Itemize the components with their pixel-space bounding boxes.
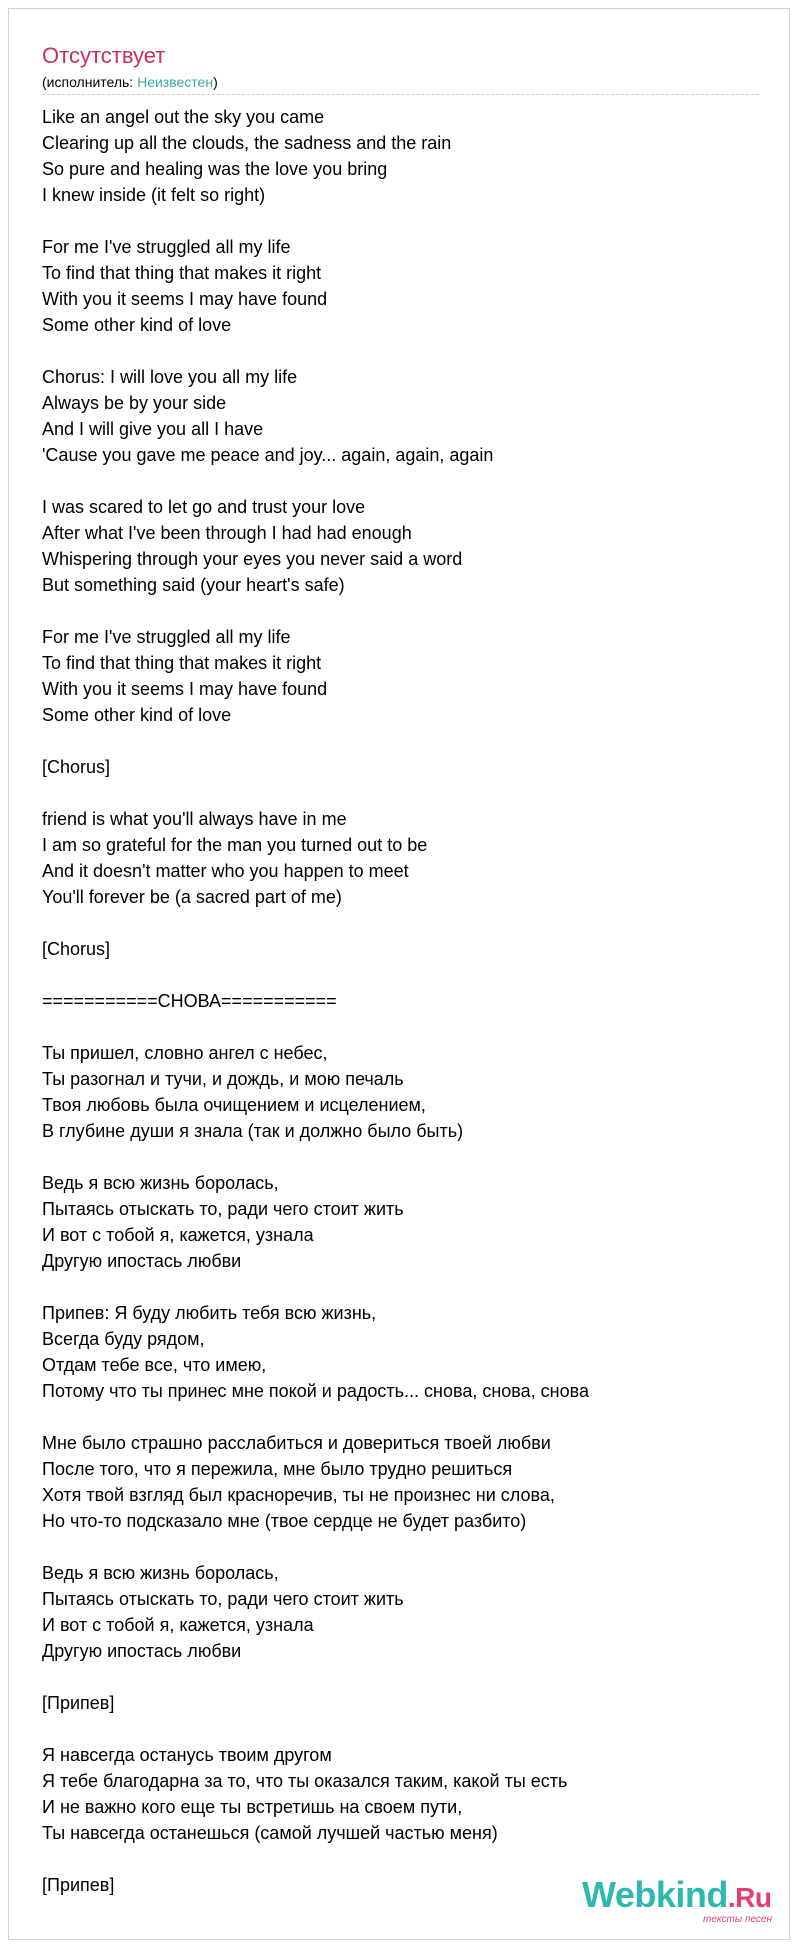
- lyric-line: I am so grateful for the man you turned out to be: [42, 835, 428, 855]
- stanza-gap: [42, 1716, 762, 1742]
- lyric-line: Другую ипостась любви: [42, 1251, 242, 1271]
- lyric-line: Ты пришел, словно ангел с небес,: [42, 1043, 328, 1063]
- header-divider: [42, 94, 759, 95]
- lyric-line: Я тебе благодарна за то, что ты оказался таким, какой ты есть: [42, 1771, 568, 1791]
- lyric-line: I knew inside (it felt so right): [42, 185, 266, 205]
- lyric-line: И вот с тобой я, кажется, узнала: [42, 1615, 314, 1635]
- lyric-line: So pure and healing was the love you bring: [42, 159, 388, 179]
- stanza-gap: [42, 1846, 762, 1872]
- lyric-line: But something said (your heart's safe): [42, 575, 345, 595]
- lyric-line: After what I've been through I had had enough: [42, 523, 412, 543]
- lyric-line: To find that thing that makes it right: [42, 653, 322, 673]
- stanza-gap: [42, 1014, 762, 1040]
- lyric-line: И не важно кого еще ты встретишь на своем пути,: [42, 1797, 463, 1817]
- stanza-gap: [42, 728, 762, 754]
- stanza-gap: [42, 208, 762, 234]
- lyric-line: В глубине души я знала (так и должно было быть): [42, 1121, 464, 1141]
- lyric-line: И вот с тобой я, кажется, узнала: [42, 1225, 314, 1245]
- lyric-line: [Припев]: [42, 1875, 115, 1895]
- lyric-line: Потому что ты принес мне покой и радость... снова, снова, снова: [42, 1381, 589, 1401]
- lyric-line: You'll forever be (a sacred part of me): [42, 887, 342, 907]
- lyric-line: Твоя любовь была очищением и исцелением,: [42, 1095, 426, 1115]
- lyric-line: Другую ипостась любви: [42, 1641, 242, 1661]
- stanza-gap: [42, 962, 762, 988]
- stanza-gap: [42, 1404, 762, 1430]
- lyric-line: Ведь я всю жизнь боролась,: [42, 1173, 279, 1193]
- lyric-line: Whispering through your eyes you never said a word: [42, 549, 463, 569]
- stanza-gap: [42, 1534, 762, 1560]
- lyric-line: 'Cause you gave me peace and joy... again, again, again: [42, 445, 494, 465]
- site-logo[interactable]: [582, 1875, 778, 1935]
- lyric-line: Ты разогнал и тучи, и дождь, и мою печаль: [42, 1069, 404, 1089]
- lyric-line: For me I've struggled all my life: [42, 627, 291, 647]
- stanza-gap: [42, 598, 762, 624]
- lyric-line: To find that thing that makes it right: [42, 263, 322, 283]
- stanza-gap: [42, 1664, 762, 1690]
- artist-prefix: (исполнитель:: [42, 74, 138, 90]
- lyric-line: Отдам тебе все, что имею,: [42, 1355, 267, 1375]
- lyric-line: После того, что я пережила, мне было трудно решиться: [42, 1459, 513, 1479]
- stanza-gap: [42, 1274, 762, 1300]
- lyric-line: Я навсегда останусь твоим другом: [42, 1745, 332, 1765]
- lyric-line: Ведь я всю жизнь боролась,: [42, 1563, 279, 1583]
- lyric-line: Всегда буду рядом,: [42, 1329, 205, 1349]
- lyric-line: I was scared to let go and trust your love: [42, 497, 366, 517]
- lyric-line: [Chorus]: [42, 757, 111, 777]
- stanza-gap: [42, 780, 762, 806]
- lyric-line: And I will give you all I have: [42, 419, 264, 439]
- lyric-line: Like an angel out the sky you came: [42, 107, 325, 127]
- lyric-line: Пытаясь отыскать то, ради чего стоит жить: [42, 1589, 404, 1609]
- logo-domain-suffix: .Ru: [727, 1882, 772, 1913]
- lyric-line: Some other kind of love: [42, 705, 232, 725]
- lyric-line: With you it seems I may have found: [42, 679, 328, 699]
- lyric-line: [Chorus]: [42, 939, 111, 959]
- artist-link[interactable]: Неизвестен: [137, 74, 214, 90]
- lyric-line: Some other kind of love: [42, 315, 232, 335]
- lyrics-body: [42, 104, 762, 1898]
- stanza-gap: [42, 338, 762, 364]
- logo-tagline: тексты песен: [703, 1914, 772, 1925]
- lyric-line: Пытаясь отыскать то, ради чего стоит жить: [42, 1199, 404, 1219]
- lyric-line: ===========СНОВА===========: [42, 991, 337, 1011]
- logo-wordmark: [582, 1875, 771, 1918]
- lyric-line: [Припев]: [42, 1693, 115, 1713]
- stanza-gap: [42, 1144, 762, 1170]
- lyric-line: And it doesn't matter who you happen to meet: [42, 861, 409, 881]
- lyric-line: Always be by your side: [42, 393, 227, 413]
- stanza-gap: [42, 910, 762, 936]
- lyric-line: With you it seems I may have found: [42, 289, 328, 309]
- artist-suffix: ): [213, 74, 218, 90]
- lyric-line: For me I've struggled all my life: [42, 237, 291, 257]
- lyric-line: Припев: Я буду любить тебя всю жизнь,: [42, 1303, 377, 1323]
- artist-line: [42, 73, 218, 91]
- stanza-gap: [42, 468, 762, 494]
- lyric-line: Но что-то подсказало мне (твое сердце не будет разбито): [42, 1511, 527, 1531]
- lyric-line: Ты навсегда останешься (самой лучшей частью меня): [42, 1823, 498, 1843]
- lyric-line: friend is what you'll always have in me: [42, 809, 347, 829]
- lyric-line: Chorus: I will love you all my life: [42, 367, 298, 387]
- lyric-line: Clearing up all the clouds, the sadness and the rain: [42, 133, 452, 153]
- lyric-line: Мне было страшно расслабиться и довериться твоей любви: [42, 1433, 551, 1453]
- logo-main-text: Webkind: [582, 1874, 728, 1915]
- song-title: Отсутствует: [42, 43, 166, 68]
- lyric-line: Хотя твой взгляд был красноречив, ты не произнес ни слова,: [42, 1485, 555, 1505]
